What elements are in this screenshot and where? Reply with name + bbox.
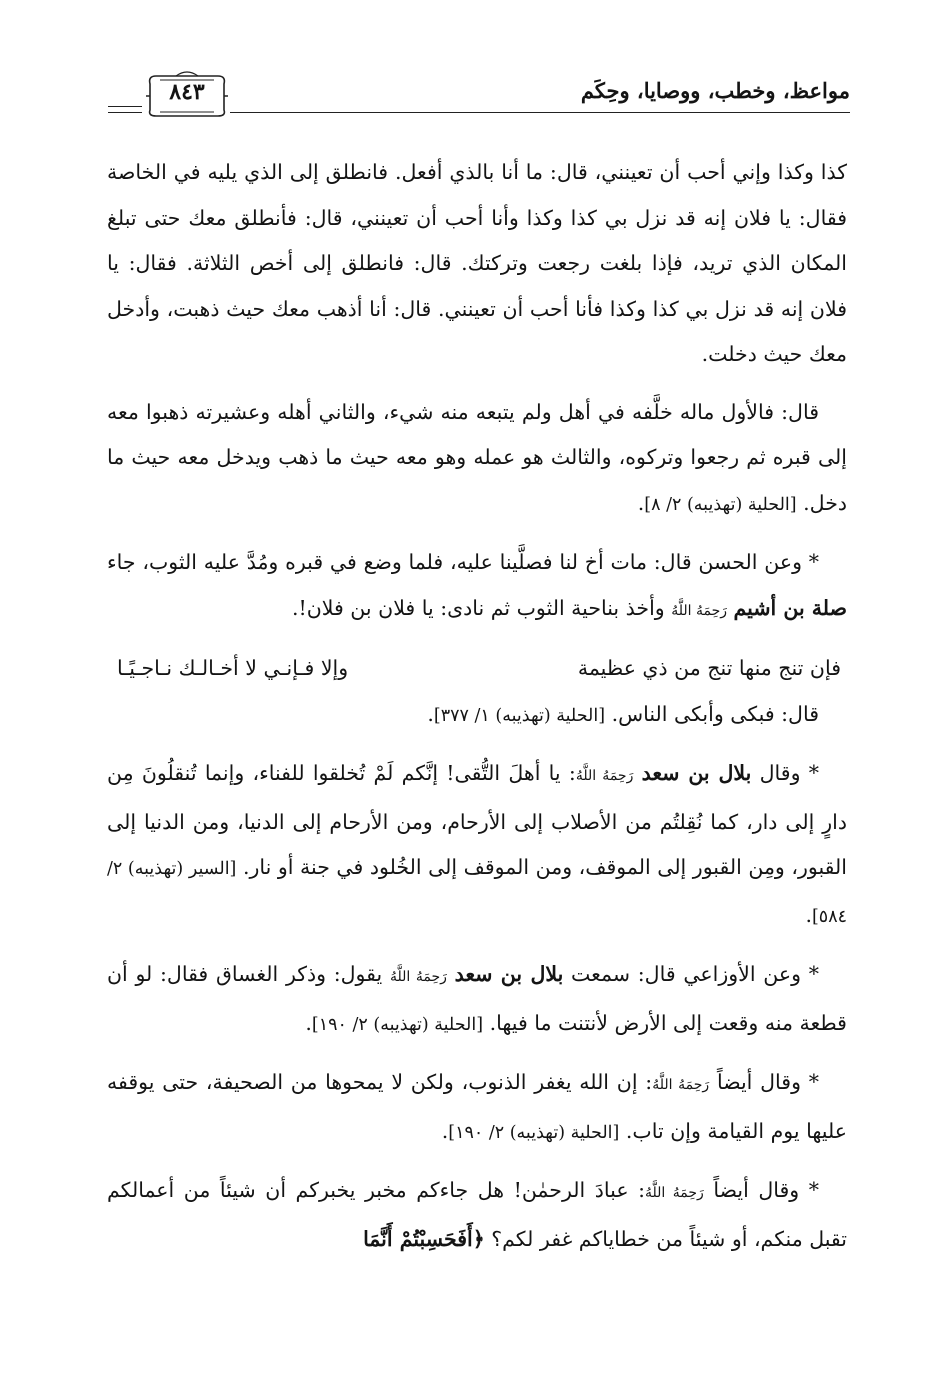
honorific-glyph: رَحِمَهُ اللَّهُ [671, 602, 727, 619]
paragraph [107, 540, 847, 634]
paragraph-text: * وعن الحسن قال: مات أخ لنا فصلَّينا عليه، فلما وضع في قبره ومُدَّ عليه الثوب، جاء [107, 550, 819, 574]
paragraph-text: وأخذ بناحية الثوب ثم نادى: يا فلان بن فلان!. [291, 595, 665, 620]
paragraph-text: * وقال [759, 761, 819, 785]
paragraph: * وقال بلال بن سعد رَحِمَهُ اللَّهُ: يا أهلَ التُّقى! إنَّكم لَمْ تُخلقوا للفناء، وإنما تُنقلُونَ مِن دارٍ إلى دار، كما نُقِلتُم من الأصلاب إلى الأرحام، ومن الأرحام إلى الدنيا، ومن الدنيا إلى القبور، ومِن القبور إلى الموقف، ومن الموقف إلى الخُلود في جنة أو نار. [السير (تهذيبه) ٢/ ٥٨٤]. [107, 761, 847, 927]
running-title: مواعظ، وخطب، ووصايا، وحِكَم [580, 78, 850, 103]
paragraph: * وقال أيضاً رَحِمَهُ اللَّهُ: إن الله يغفر الذنوب، ولكن لا يمحوها من الصحيفة، حتى يوقفه عليها يوم القيامة وإن تاب. [الحلية (تهذيبه) ٢/ ١٩٠]. [107, 1070, 847, 1143]
paragraph: قال: فبكى وأبكى الناس. [الحلية (تهذيبه) ١/ ٣٧٧]. [427, 701, 819, 726]
paragraph-text: : يا أهلَ التُّقى! إنَّكم لَمْ تُخلقوا للفناء، وإنما تُنقلُونَ مِن دارٍ إلى دار، كما نُقِلتُم من الأصلاب إلى الأرحام، ومن الأرحام إلى الدنيا، ومن الدنيا إلى القبور، ومِن القبور إلى الموقف، ومن الموقف إلى الخُلود في جنة أو نار. [107, 761, 847, 879]
paragraph [107, 150, 847, 378]
paragraph [107, 1168, 847, 1262]
person-name: صلة بن أشيم [733, 595, 847, 620]
paragraph-text: كذا وكذا وإني أحب أن تعينني، قال: ما أنا بالذي أفعل. فانطلق إلى الذي يليه في الخاصة فقال: يا فلان إنه قد نزل بي كذا وكذا وأنا أحب أن تعينني، قال: فأنطلق معك حتى تبلغ المكان الذي تريد، فإذا بلغت رجعت وتركتك. قال: فانطلق إلى أخص الثلاثة. فقال: يا فلان إنه قد نزل بي كذا وكذا فأنا أحب أن تعينني. قال: أنا أذهب معك حيث ذهبت، وأدخل معك حيث دخلت. [107, 160, 847, 366]
paragraph-text: * وقال أيضاً [713, 1178, 819, 1202]
page-content [107, 150, 847, 1262]
poem-hemistich-right: فإن تنج منها تنج من ذي عظيمة [577, 656, 841, 680]
paragraph-text: : إن الله يغفر الذنوب، ولكن لا يمحوها من الصحيفة، حتى يوقفه عليها يوم القيامة وإن تاب. [107, 1070, 847, 1143]
page-number-ornament [146, 70, 228, 120]
source-reference: [الحلية (تهذيبه) ٢/ ١٩٠] [311, 1014, 484, 1035]
paragraph-text: * وعن الأوزاعي قال: سمعت [571, 962, 819, 986]
paragraph-text: قال: فالأول ماله خلَّفه في أهل ولم يتبعه منه شيء، والثاني أهله وعشيرته ذهبوا معه إلى قبره ثم رجعوا وتركوه، والثالث هو عمله وهو معه حيث ما ذهب ويدخل معه حيث ما دخل. [107, 399, 847, 515]
source-reference: [الحلية (تهذيبه) ٢/ ١٩٠] [448, 1122, 620, 1143]
poem-verse [107, 646, 847, 692]
source-reference: [السير (تهذيبه) ٢/ ٥٨٤] [107, 859, 847, 927]
header-rule-left-bottom [108, 112, 142, 113]
honorific-glyph: رَحِمَهُ اللَّهُ [652, 1077, 710, 1093]
person-name: بلال بن سعد [454, 962, 564, 986]
page-header [108, 68, 850, 126]
poem-hemistich-left: وإلا فـإنـي لا أخـالـك نـاجـيًـا [117, 656, 349, 680]
honorific-glyph: رَحِمَهُ اللَّهُ [389, 969, 447, 985]
honorific-glyph: رَحِمَهُ اللَّهُ [645, 1185, 704, 1201]
person-name: بلال بن سعد [641, 761, 752, 785]
source-reference: [الحلية (تهذيبه) ١/ ٣٧٧] [433, 705, 606, 726]
quran-quote: ﴿أَفَحَسِبْتُمْ أَنَّمَا [363, 1226, 485, 1251]
honorific-glyph: رَحِمَهُ اللَّهُ [575, 768, 634, 784]
paragraph-text: يقول: وذكر الغساق فقال: لو أن قطعة منه وقعت إلى الأرض لأنتنت ما فيها. [107, 962, 847, 1035]
source-reference: [الحلية (تهذيبه) ٢/ ٨] [644, 494, 797, 515]
paragraph: * وعن الأوزاعي قال: سمعت بلال بن سعد رَحِمَهُ اللَّهُ يقول: وذكر الغساق فقال: لو أن قطعة منه وقعت إلى الأرض لأنتنت ما فيها. [الحلية (تهذيبه) ٢/ ١٩٠]. [107, 962, 847, 1035]
paragraph: قال: فالأول ماله خلَّفه في أهل ولم يتبعه منه شيء، والثاني أهله وعشيرته ذهبوا معه إلى قبره ثم رجعوا وتركوه، والثالث هو عمله وهو معه حيث ما ذهب ويدخل معه حيث ما دخل. [الحلية (تهذيبه) ٢/ ٨]. [107, 399, 847, 515]
paragraph-text: * وقال أيضاً [716, 1070, 819, 1094]
page-number: ٨٤٣ [169, 79, 205, 105]
header-rule [230, 112, 850, 113]
paragraph-text: قال: فبكى وأبكى الناس. [611, 701, 819, 726]
paragraph-text: : عبادَ الرحمٰن! هل جاءكم مخبر يخبركم أن شيئاً من أعمالكم تقبل منكم، أو شيئاً من خطاياكم غفر لكم؟ [107, 1178, 847, 1251]
header-rule-left-top [108, 106, 142, 107]
